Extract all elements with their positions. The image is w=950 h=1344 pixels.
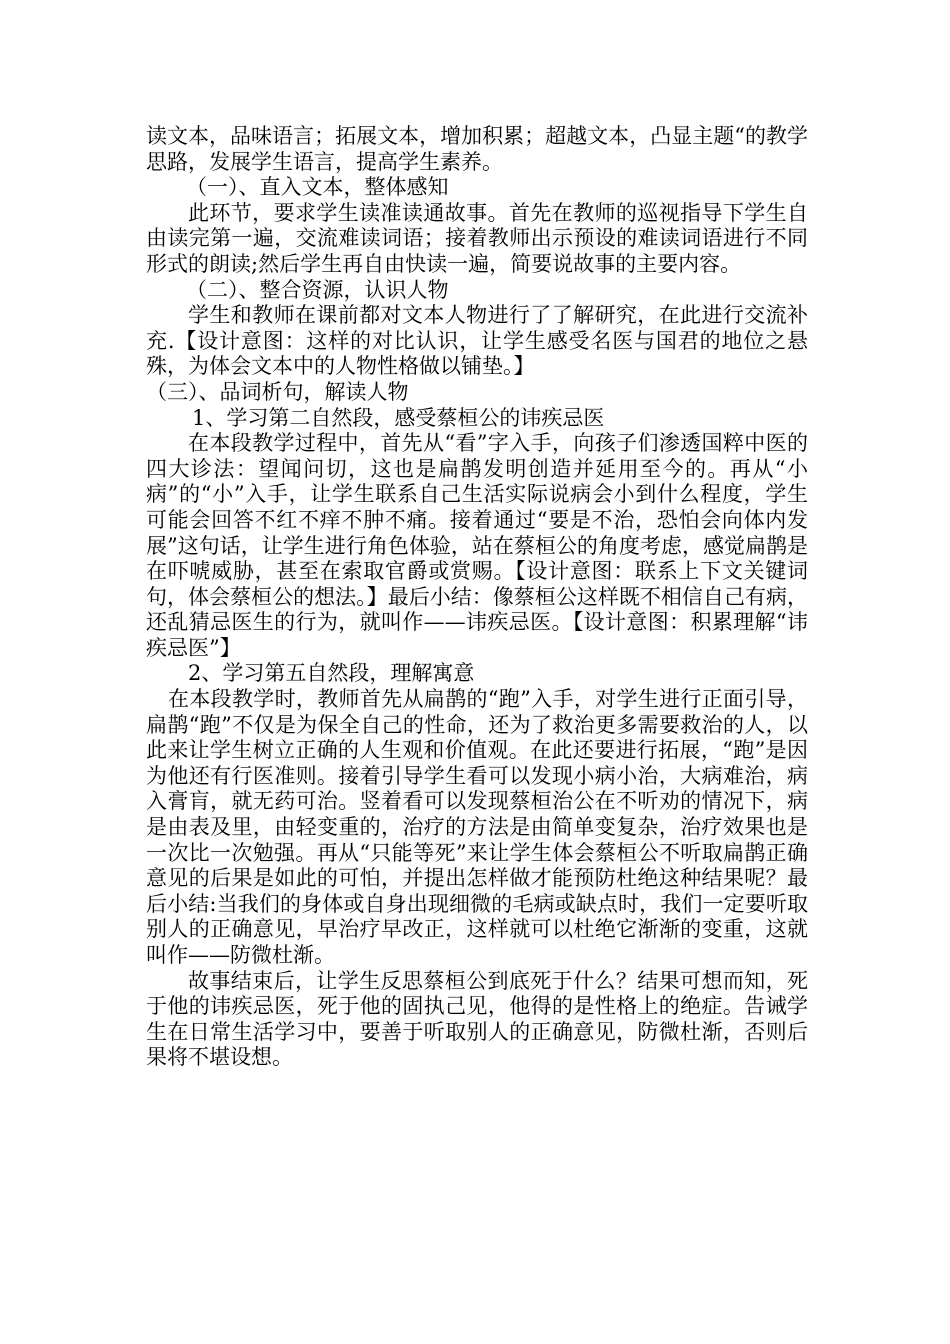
paragraph-continuation: 读文本，品味语言；拓展文本，增加积累；超越文本，凸显主题“的教学思路，发展学生语言，提高学生素养。 (146, 124, 808, 174)
paragraph: 在本段教学时，教师首先从扁鹊的“跑”入手，对学生进行正面引导，扁鹊“跑”不仅是为保全自己的性命，还为了救治更多需要救治的人，以此来让学生树立正确的人生观和价值观。在此还要进行拓展，“跑”是因为他还有行医准则。接着引导学生看可以发现小病小治，大病难治，病入膏肓，就无药可治。竖着看可以发现蔡桓治公在不听劝的情况下，病是由表及里，由轻变重的，治疗的方法是由简单变复杂，治疗效果也是一次比一次勉强。再从“只能等死”来让学生体会蔡桓公不听取扁鹊正确意见的后果是如此的可怕，并提出怎样做才能预防杜绝这种结果呢？最后小结:当我们的身体或自身出现细微的毛病或缺点时，我们一定要听取别人的正确意见，早治疗早改正，这样就可以杜绝它渐渐的变重，这就叫作——防微杜渐。 (146, 687, 808, 967)
subsection-heading-2: 2、学习第五自然段，理解寓意 (188, 661, 475, 686)
section-heading-2: （二）、整合资源，认识人物 (186, 277, 449, 302)
paragraph: 在本段教学过程中，首先从“看”字入手，向孩子们渗透国粹中医的四大诊法：望闻问切，这也是扁鹊发明创造并延用至今的。再从“小病”的“小”入手，让学生联系自己生活实际说病会小到什么程度，学生可能会回答不红不痒不肿不痛。接着通过“要是不治，恐怕会向体内发展”这句话，让学生进行角色体验，站在蔡桓公的角度考虑，感觉扁鹊是在吓唬威胁，甚至在索取官爵或赏赐。【设计意图：联系上下文关键词句，体会蔡桓公的想法。】最后小结：像蔡桓公这样既不相信自己有病，还乱猜忌医生的行为，就叫作——讳疾忌医。【设计意图：积累理解“讳疾忌医”】 (146, 431, 808, 660)
section-heading-3: （三）、品词析句，解读人物 (146, 379, 409, 404)
paragraph: 此环节，要求学生读准读通故事。首先在教师的巡视指导下学生自由读完第一遍，交流难读词语；接着教师出示预设的难读词语进行不同形式的朗读;然后学生再自由快读一遍，简要说故事的主要内容。 (146, 200, 808, 276)
paragraph: 学生和教师在课前都对文本人物进行了了解研究，在此进行交流补充.【设计意图：这样的对比认识，让学生感受名医与国君的地位之悬殊，为体会文本中的人物性格做以铺垫。】 (146, 303, 808, 379)
document-body (146, 124, 808, 1071)
section-heading-1: （一）、直入文本，整体感知 (186, 175, 449, 200)
subsection-heading-1: 1、学习第二自然段，感受蔡桓公的讳疾忌医 (192, 405, 605, 430)
paragraph-conclusion: 故事结束后，让学生反思蔡桓公到底死于什么？结果可想而知，死于他的讳疾忌医，死于他的固执己见，他得的是性格上的绝症。告诫学生在日常生活学习中，要善于听取别人的正确意见，防微杜渐，否则后果将不堪设想。 (146, 968, 808, 1070)
